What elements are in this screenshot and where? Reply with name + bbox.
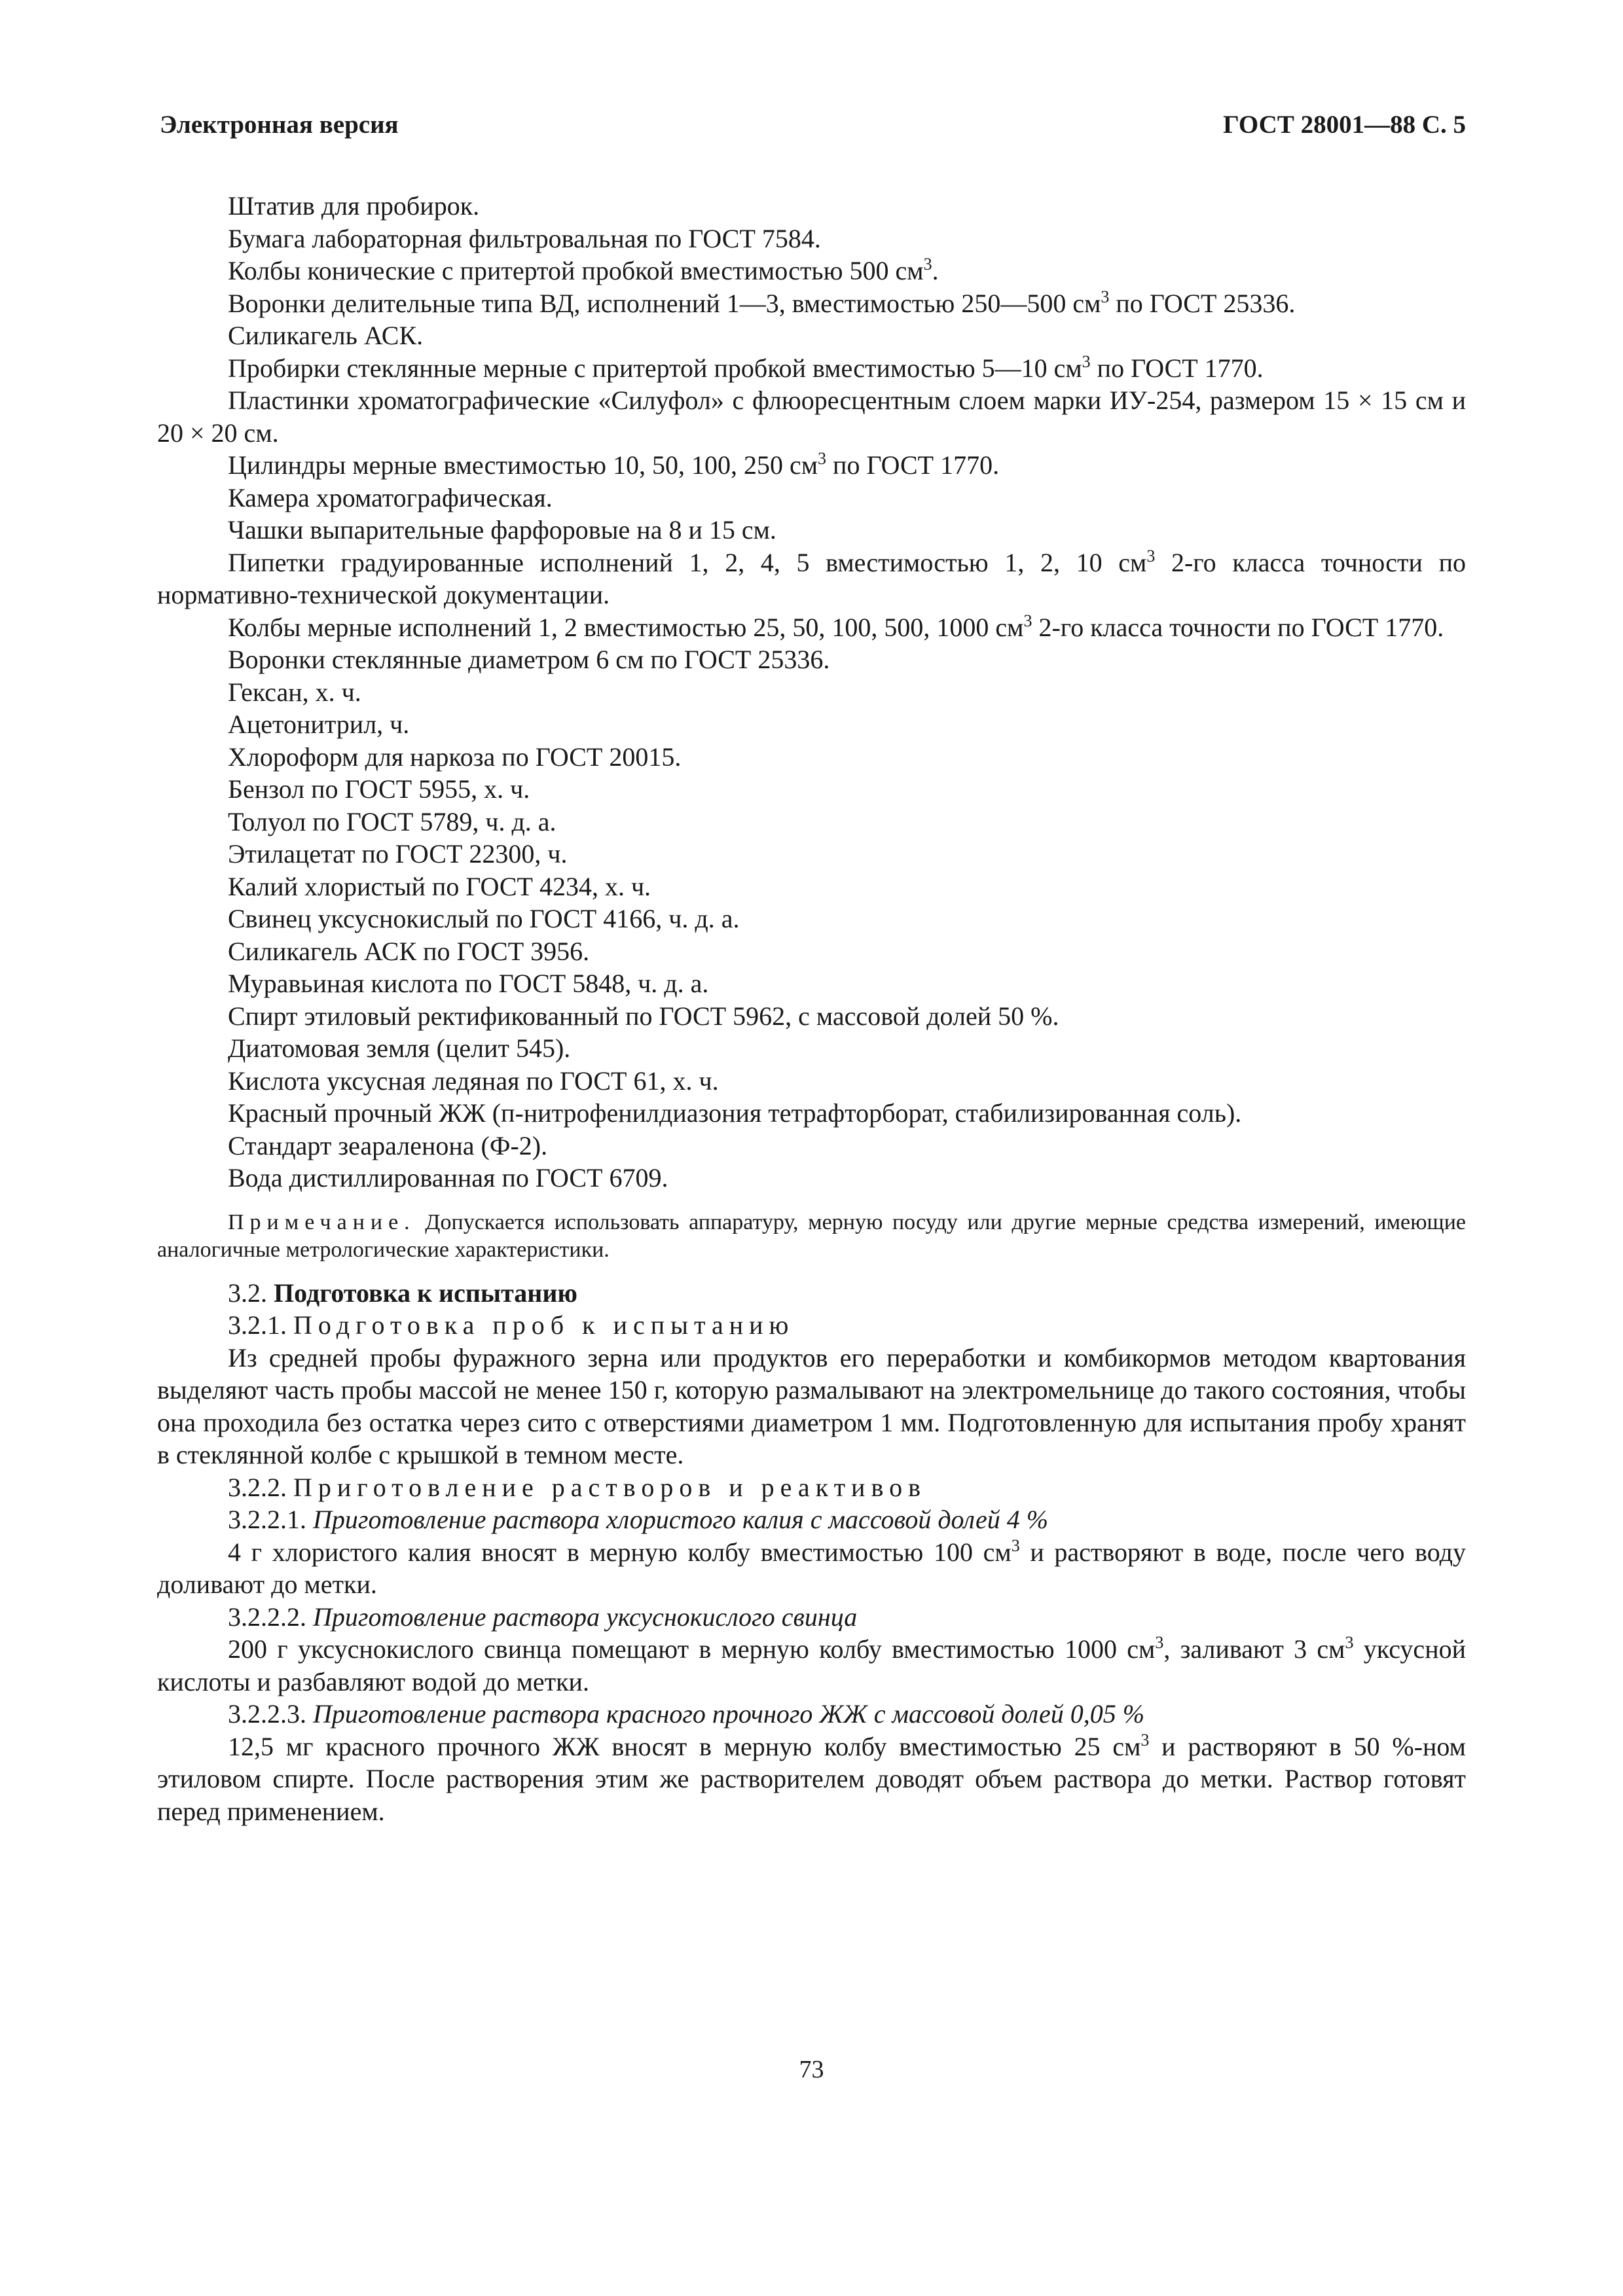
section-text-3-2-2-1: 4 г хлористого калия вносят в мерную колбу вместимостью 100 $см^3$ и растворяют в воде, после чего воду доливают до метки. <box>157 1535 1466 1599</box>
equipment-item: Колбы конические с притертой пробкой вместимостью 500 $см^3$. <box>228 255 939 285</box>
reagent-item: Хлороформ для наркоза по ГОСТ 20015. <box>228 742 682 772</box>
reagent-item: Гексан, х. ч. <box>228 677 361 707</box>
note-paragraph <box>157 1209 1466 1264</box>
page-header <box>160 110 1466 149</box>
reagent-item: Силикагель АСК по ГОСТ 3956. <box>228 936 590 966</box>
equipment-item: Пластинки хроматографические «Силуфол» с флюоресцентным слоем марки ИУ-254, размером 15 × 15 см и 20 × 20 см. <box>157 386 1466 448</box>
reagent-item: Красный прочный ЖЖ (п-нитрофенилдиазония тетрафторборат, стабилизированная соль). <box>228 1098 1242 1128</box>
equipment-item: Камера хроматографическая. <box>228 482 553 512</box>
header-standard-number: ГОСТ 28001—88 С. 5 <box>1223 111 1466 139</box>
equipment-item: Воронки делительные типа ВД, исполнений 1—3, вместимостью 250—500 $см^3$ по ГОСТ 25336. <box>228 287 1296 318</box>
reagent-item: Ацетонитрил, ч. <box>228 709 410 739</box>
section-heading-3-2-1: 3.2.1. Подготовка проб к испытанию <box>228 1310 795 1340</box>
equipment-item: Пробирки стеклянные мерные с притертой пробкой вместимостью 5—10 $см^3$ по ГОСТ 1770. <box>228 351 1264 383</box>
section-heading-3-2: 3.2. Подготовка к испытанию <box>228 1278 577 1308</box>
reagent-item: Бензол по ГОСТ 5955, х. ч. <box>228 774 530 804</box>
section-heading-3-2-2-1: 3.2.2.1. Приготовление раствора хлористого калия с массовой долей 4 % <box>228 1505 1049 1534</box>
page-number: 73 <box>799 2056 824 2083</box>
section-text-3-2-2-3: 12,5 мг красного прочного ЖЖ вносят в мерную колбу вместимостью 25 $см^3$ и растворяют в 50 %-ном этиловом спирте. После растворения этим же растворителем доводят объем раствора до метки. Раствор готовят перед применением. <box>157 1730 1466 1826</box>
section-heading-3-2-2: 3.2.2. Приготовление растворов и реактивов <box>228 1472 926 1502</box>
equipment-item: Колбы мерные исполнений 1, 2 вместимостью 25, 50, 100, 500, 1000 $см^3$ 2-го класса точности по ГОСТ 1770. <box>228 611 1444 642</box>
reagent-item: Свинец уксуснокислый по ГОСТ 4166, ч. д. а. <box>228 904 740 933</box>
section-text-3-2-2-2: 200 г уксуснокислого свинца помещают в мерную колбу вместимостью 1000 $см^3$, заливают 3 $см^3$ уксусной кислоты и разбавляют водой до метки. <box>157 1633 1467 1696</box>
equipment-item: Цилиндры мерные вместимостью 10, 50, 100, 250 $см^3$ по ГОСТ 1770. <box>228 449 1000 480</box>
header-edition-label: Электронная версия <box>160 111 399 139</box>
equipment-item: Штатив для пробирок. <box>228 191 480 221</box>
equipment-item: Силикагель АСК. <box>228 321 424 350</box>
equipment-item: Бумага лабораторная фильтровальная по ГОСТ 7584. <box>228 223 821 253</box>
reagent-item: Кислота уксусная ледяная по ГОСТ 61, х. ч. <box>228 1066 719 1096</box>
reagent-item: Спирт этиловый ректификованный по ГОСТ 5962, с массовой долей 50 %. <box>228 1001 1059 1031</box>
document-body <box>157 190 1466 1827</box>
reagent-item: Толуол по ГОСТ 5789, ч. д. а. <box>228 806 556 836</box>
reagent-item: Стандарт зеараленона (Ф-2). <box>228 1130 548 1160</box>
equipment-item: Пипетки градуированные исполнений 1, 2, 4, 5 вместимостью 1, 2, 10 $см^3$ 2-го класса точности по нормативно-технической документации. <box>157 546 1466 609</box>
reagent-item: Вода дистиллированная по ГОСТ 6709. <box>228 1163 668 1193</box>
reagent-item: Диатомовая земля (целит 545). <box>228 1033 571 1063</box>
equipment-item: Чашки выпарительные фарфоровые на 8 и 15 см. <box>228 515 776 545</box>
note-text: Допускается использовать аппаратуру, мерную посуду или другие мерные средства измерений, имеющие аналогичные метрологические характеристики. <box>157 1210 1466 1262</box>
equipment-item: Воронки стеклянные диаметром 6 см по ГОСТ 25336. <box>228 645 830 674</box>
section-heading-3-2-2-2: 3.2.2.2. Приготовление раствора уксуснокислого свинца <box>228 1602 858 1632</box>
reagent-item: Муравьиная кислота по ГОСТ 5848, ч. д. а. <box>228 969 709 998</box>
section-text-3-2-1: Из средней пробы фуражного зерна или продуктов его переработки и комбикормов методом квартования выделяют часть пробы массой не менее 150 г, которую размалывают на электромельнице до такого состояния, чтобы она проходила без остатка через сито с отверстиями диаметром 1 мм. Подготовленную для испытания пробу хранят в стеклянной колбе с крышкой в темном месте. <box>157 1342 1466 1469</box>
section-heading-3-2-2-3: 3.2.2.3. Приготовление раствора красного прочного ЖЖ с массовой долей 0,05 % <box>228 1699 1145 1729</box>
reagent-item: Этилацетат по ГОСТ 22300, ч. <box>228 839 568 869</box>
reagent-item: Калий хлористый по ГОСТ 4234, х. ч. <box>228 871 651 901</box>
note-label: Примечание. <box>228 1210 416 1234</box>
